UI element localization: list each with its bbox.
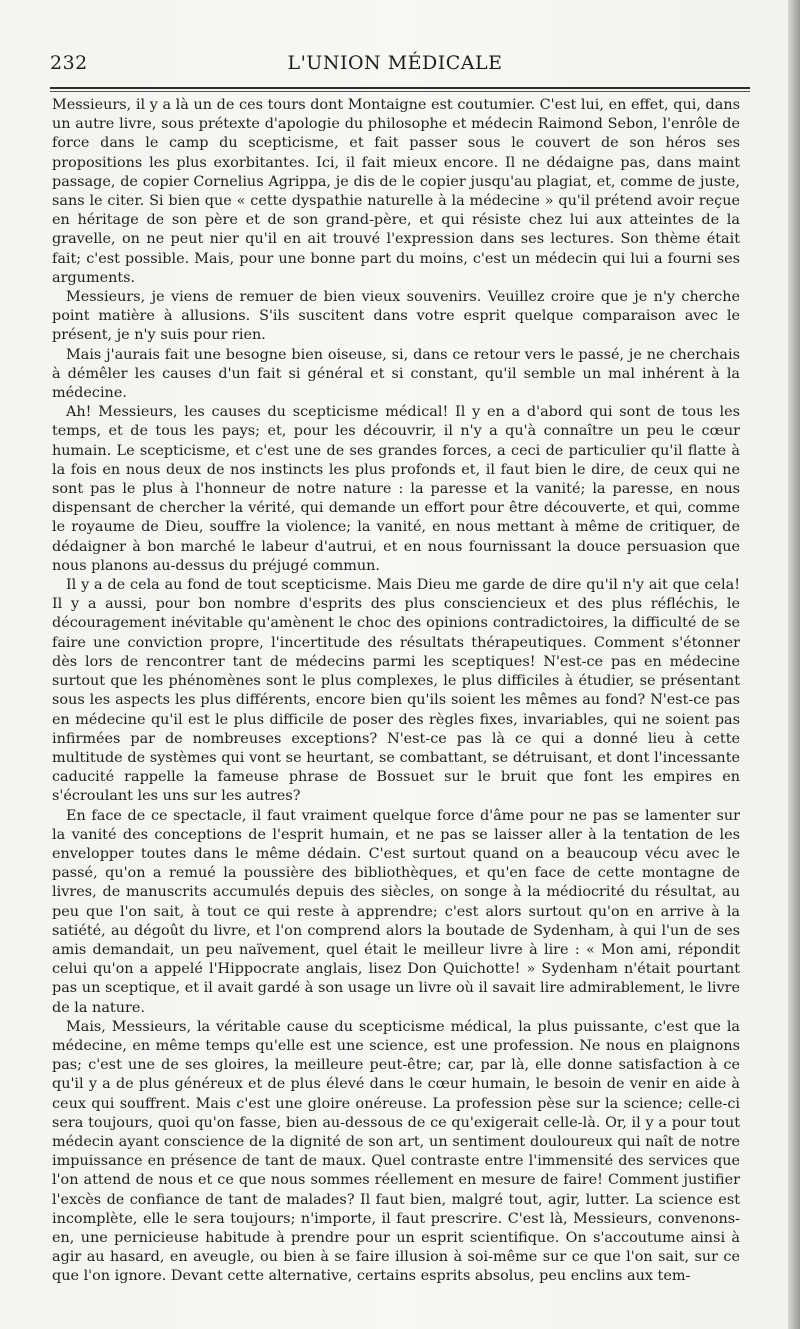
running-title: L'UNION MÉDICALE [287,52,503,74]
paragraph: Ah! Messieurs, les causes du scepticisme médical! Il y en a d'abord qui sont de tous les temps, et de tous les pays; et, pour les découvrir, il n'y a qu'à connaître un peu le cœur humain. Le scepticisme, et c'est une de ses grandes forces, a ceci de particulier qu'il flatte à la fois en nous deux de nos instincts les plus profonds et, il faut bien le dire, de ceux qui ne sont pas le plus à l'honneur de notre nature : la paresse et la vanité; la paresse, en nous dispensant de chercher la vérité, qui demande un effort pour être découverte, et qui, comme le royaume de Dieu, souffre la violence; la vanité, en nous mettant à même de critiquer, de dédaigner à bon marché le labeur d'autrui, et en nous fournissant la douce persuasion que nous planons au-dessus du préjugé commun. [52,404,740,574]
page-edge-shadow [788,0,800,1329]
page-header [50,50,740,80]
paragraph: Il y a de cela au fond de tout scepticisme. Mais Dieu me garde de dire qu'il n'y ait que cela! Il y a aussi, pour bon nombre d'esprits des plus consciencieux et des plus réfléchis, le découragement inévitable qu'amènent le choc des opinions contradictoires, la difficulté de se faire une conviction propre, l'incertitude des résultats thérapeutiques. Comment s'étonner dès lors de rencontrer tant de médecins parmi les sceptiques! N'est-ce pas en médecine surtout que les phénomènes sont le plus complexes, le plus difficiles à étudier, se présentant sous les aspects les plus différents, encore bien qu'ils soient les mêmes au fond? N'est-ce pas en médecine qu'il est le plus difficile de poser des règles fixes, invariables, qui ne soient pas infirmées par de nombreuses exceptions? N'est-ce pas là ce qui a donné lieu à cette multitude de systèmes qui vont se heurtant, se combattant, se détruisant, et dont l'incessante caducité rappelle la fameuse phrase de Bossuet sur le bruit que font les empires en s'écroulant les uns sur les autres? [52,577,740,805]
paragraph: Mais, Messieurs, la véritable cause du scepticisme médical, la plus puissante, c'est que la médecine, en même temps qu'elle est une science, est une profession. Ne nous en plaignons pas; c'est une de ses gloires, la meilleure peut-être; car, par là, elle donne satisfaction à ce qu'il y a de plus généreux et de plus élevé dans le cœur humain, le besoin de venir en aide à ceux qui souffrent. Mais c'est une gloire onéreuse. La profession pèse sur la science; celle-ci sera toujours, quoi qu'on fasse, bien au-dessous de ce qu'exigerait celle-là. Or, il y a pour tout médecin ayant conscience de la dignité de son art, un sentiment douloureux qui naît de notre impuissance en présence de tant de maux. Quel contraste entre l'immensité des services que l'on attend de nous et ce que nous sommes réellement en mesure de faire! Comment justifier l'excès de confiance de tant de malades? Il faut bien, malgré tout, agir, lutter. La science est incomplète, elle le sera toujours; n'importe, il faut prescrire. C'est là, Messieurs, convenons-en, une pernicieuse habitude à prendre pour un esprit scientifique. On s'accoutume ainsi à agir au hasard, en aveugle, ou bien à se faire illusion à soi-même sur ce que l'on sait, sur ce que l'on ignore. Devant cette alternative, certains esprits absolus, peu enclins aux tem- [52,1018,740,1285]
page-number: 232 [50,52,88,74]
paragraph: En face de ce spectacle, il faut vraiment quelque force d'âme pour ne pas se lamenter sur la vanité des conceptions de l'esprit humain, et ne pas se laisser aller à la tentation de les envelopper toutes dans le même dédain. C'est surtout quand on a beaucoup vécu avec le passé, qu'on a remué la poussière des bibliothèques, et qu'en face de cette montagne de livres, de manuscrits accumulés depuis des siècles, on songe à la médiocrité du résultat, au peu que l'on sait, à tout ce qui reste à apprendre; c'est alors surtout qu'on en arrive à la satiété, au dégoût du livre, et l'on comprend alors la boutade de Sydenham, à qui l'un de ses amis demandait, un peu naïvement, quel était le meilleur livre à lire : « Mon ami, répondit celui qu'on a appelé l'Hippocrate anglais, lisez Don Quichotte! » Sydenham n'était pourtant pas un sceptique, et il avait gardé à son usage un livre où il savait lire admirablement, le livre de la nature. [52,807,740,1016]
body-text [52,96,740,1287]
header-rule [50,87,750,89]
paragraph: Messieurs, je viens de remuer de bien vieux souvenirs. Veuillez croire que je n'y cherche point matière à allusions. S'ils suscitent dans votre esprit quelque comparaison avec le présent, je n'y suis pour rien. [52,289,740,344]
paragraph: Messieurs, il y a là un de ces tours dont Montaigne est coutumier. C'est lui, en effet, qui, dans un autre livre, sous prétexte d'apologie du philosophe et médecin Raimond Sebon, l'enrôle de force dans le camp du scepticisme, et fait passer sous le couvert de son héros ses propositions les plus exorbitantes. Ici, il fait mieux encore. Il ne dédaigne pas, dans maint passage, de copier Cornelius Agrippa, je dis de le copier jusqu'au plagiat, et, comme de juste, sans le citer. Si bien que « cette dyspathie naturelle à la médecine » qu'il prétend avoir reçue en héritage de son père et de son grand-père, et qui résiste chez lui aux atteintes de la gravelle, on ne peut nier qu'il en ait trouvé l'expression dans ses lectures. Son thème était fait; c'est possible. Mais, pour une bonne part du moins, c'est un médecin qui lui a fourni ses arguments. [52,97,740,286]
header-rule-thin [50,91,750,92]
paragraph: Mais j'aurais fait une besogne bien oiseuse, si, dans ce retour vers le passé, je ne cherchais à démêler les causes d'un fait si général et si constant, qu'il semble un mal inhérent à la médecine. [52,346,740,402]
